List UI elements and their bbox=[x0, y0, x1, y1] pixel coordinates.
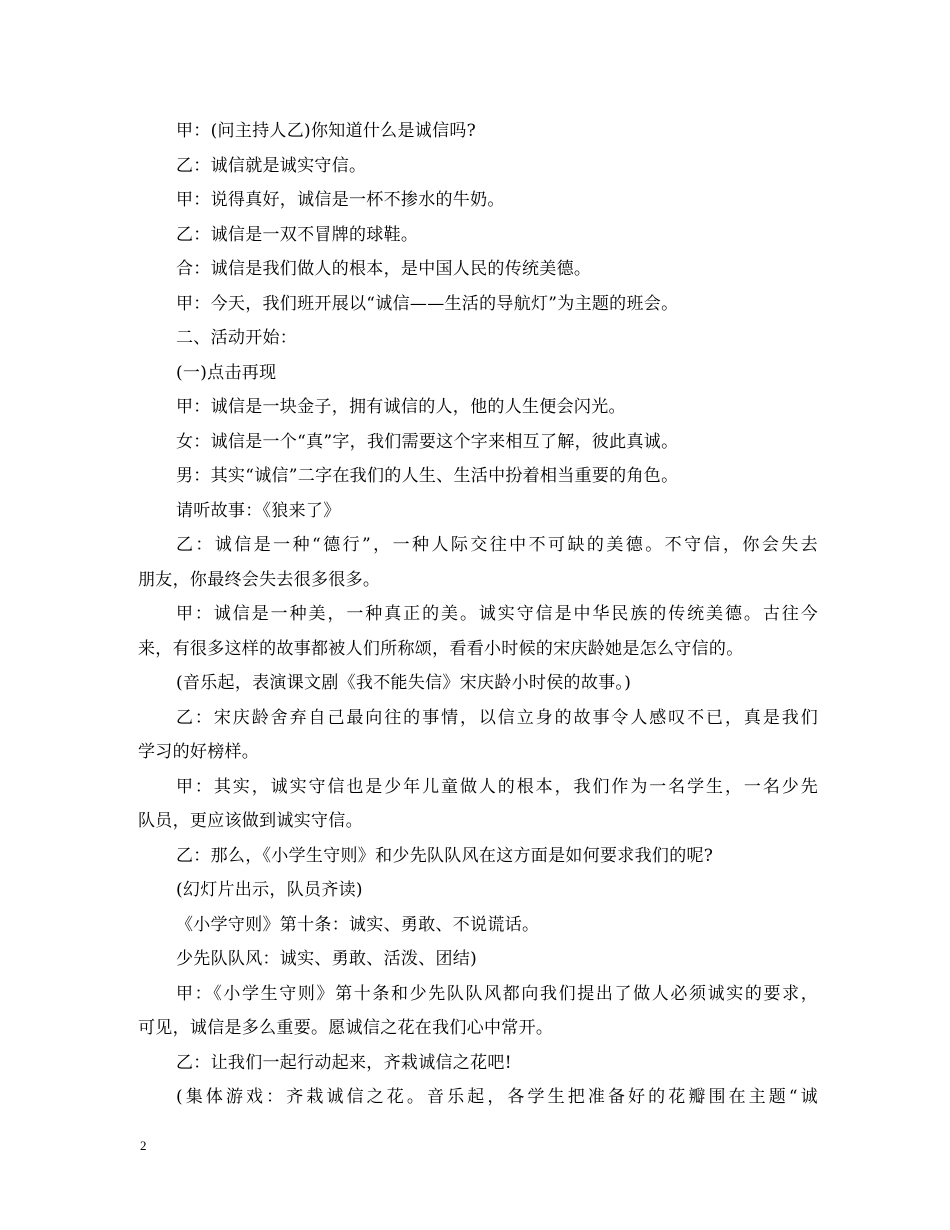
text-line: 乙：宋庆龄舍弃自己最向往的事情，以信立身的故事令人感叹不已，真是我们 bbox=[176, 707, 818, 728]
text-line: 朋友，你最终会失去很多很多。 bbox=[138, 569, 381, 590]
text-line: 少先队队风：诚实、勇敢、活泼、团结) bbox=[176, 949, 478, 969]
text-line: 乙：诚信就是诚实守信。 bbox=[176, 155, 367, 176]
text-line: (幻灯片出示，队员齐读) bbox=[176, 880, 363, 900]
text-line: 甲：诚信是一块金子，拥有诚信的人，他的人生便会闪光。 bbox=[176, 397, 626, 417]
text-line: 乙：让我们一起行动起来，齐栽诚信之花吧! bbox=[176, 1052, 512, 1073]
text-line: 甲：(问主持人乙)你知道什么是诚信吗? bbox=[176, 121, 477, 141]
text-line: 乙：诚信是一双不冒牌的球鞋。 bbox=[176, 224, 419, 245]
text-line: 男：其实“诚信”二字在我们的人生、生活中扮着相当重要的角色。 bbox=[176, 466, 679, 486]
text-line: 女：诚信是一个“真”字，我们需要这个字来相互了解，彼此真诚。 bbox=[176, 431, 679, 452]
text-line: (音乐起，表演课文剧《我不能失信》宋庆龄小时侯的故事。) bbox=[176, 673, 632, 693]
text-line: 学习的好榜样。 bbox=[138, 742, 260, 762]
text-line: 甲：《小学生守则》第十条和少先队队风都向我们提出了做人必须诚实的要求， bbox=[176, 983, 818, 1004]
text-line: 甲：今天，我们班开展以“诚信——生活的导航灯”为主题的班会。 bbox=[176, 293, 679, 314]
text-line: 合：诚信是我们做人的根本，是中国人民的传统美德。 bbox=[176, 259, 592, 279]
text-line: 甲：诚信是一种美，一种真正的美。诚实守信是中华民族的传统美德。古往今 bbox=[176, 604, 818, 624]
page-number: 2 bbox=[140, 1138, 147, 1153]
text-line: 二、活动开始： bbox=[176, 328, 298, 348]
text-line: 请听故事：《狼来了》 bbox=[176, 500, 341, 521]
text-line: 队员，更应该做到诚实守信。 bbox=[138, 811, 363, 831]
document-body bbox=[138, 114, 818, 1115]
text-line: (一)点击再现 bbox=[176, 362, 277, 383]
text-line: 甲：其实，诚实守信也是少年儿童做人的根本，我们作为一名学生，一名少先 bbox=[176, 776, 818, 797]
text-line: (集体游戏：齐栽诚信之花。音乐起，各学生把准备好的花瓣围在主题“诚 bbox=[176, 1087, 818, 1107]
text-line: 《小学守则》第十条：诚实、勇敢、不说谎话。 bbox=[176, 914, 540, 935]
text-line: 乙：诚信是一种“德行”，一种人际交往中不可缺的美德。不守信，你会失去 bbox=[176, 535, 818, 555]
text-line: 来，有很多这样的故事都被人们所称颂，看看小时候的宋庆龄她是怎么守信的。 bbox=[138, 638, 744, 659]
text-line: 甲：说得真好，诚信是一杯不掺水的牛奶。 bbox=[176, 190, 505, 210]
text-line: 可见，诚信是多么重要。愿诚信之花在我们心中常开。 bbox=[138, 1018, 554, 1038]
text-line: 乙：那么，《小学生守则》和少先队队风在这方面是如何要求我们的呢? bbox=[176, 845, 714, 866]
